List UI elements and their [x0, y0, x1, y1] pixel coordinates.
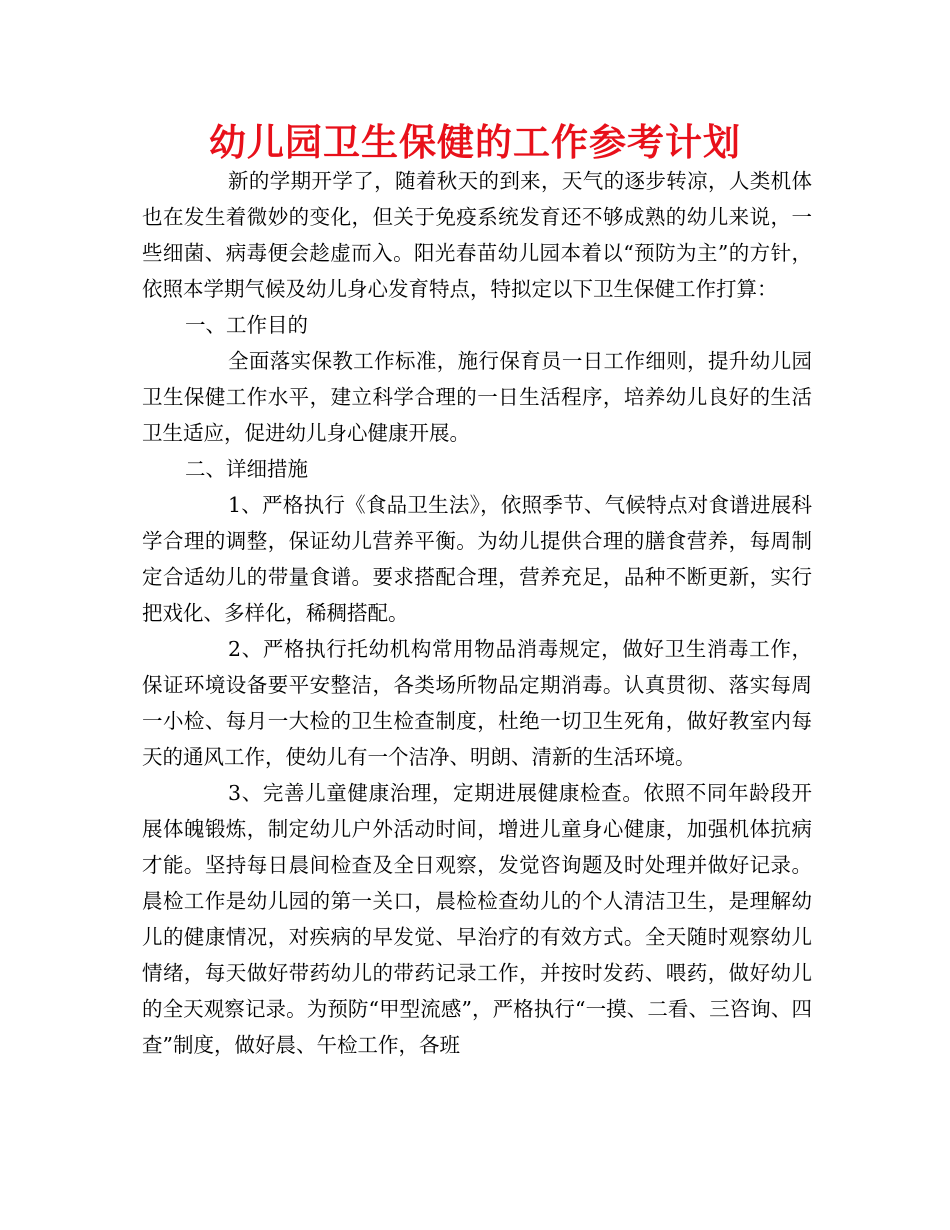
- document-title: 幼儿园卫生保健的工作参考计划: [209, 121, 741, 164]
- section-heading-goals: 一、工作目的: [185, 313, 308, 337]
- goals-paragraph: 全面落实保教工作标准，施行保育员一日工作细则，提升幼儿园卫生保健工作水平，建立科学合理的一日生活程序，培养幼儿良好的生活卫生适应，促进幼儿身心健康开展。: [142, 349, 812, 445]
- document-body: [142, 163, 812, 1063]
- section-heading-measures: 二、详细措施: [185, 457, 308, 481]
- measure-item-2: 2、严格执行托幼机构常用物品消毒规定，做好卫生消毒工作，保证环境设备要平安整洁，各类场所物品定期消毒。认真贯彻、落实每周一小检、每月一大检的卫生检查制度，杜绝一切卫生死角，做好教室内每天的通风工作，使幼儿有一个洁净、明朗、清新的生活环境。: [142, 637, 812, 769]
- intro-paragraph: 新的学期开学了，随着秋天的到来，天气的逐步转凉，人类机体也在发生着微妙的变化，但关于免疫系统发育还不够成熟的幼儿来说，一些细菌、病毒便会趁虚而入。阳光春苗幼儿园本着以“预防为主”的方针，依照本学期气候及幼儿身心发育特点，特拟定以下卫生保健工作打算：: [142, 169, 812, 301]
- measure-item-3: 3、完善儿童健康治理，定期进展健康检查。依照不同年龄段开展体魄锻炼，制定幼儿户外活动时间，增进儿童身心健康，加强机体抗病才能。坚持每日晨间检查及全日观察，发觉咨询题及时处理并做好记录。晨检工作是幼儿园的第一关口，晨检检查幼儿的个人清洁卫生，是理解幼儿的健康情况，对疾病的早发觉、早治疗的有效方式。全天随时观察幼儿情绪，每天做好带药幼儿的带药记录工作，并按时发药、喂药，做好幼儿的全天观察记录。为预防“甲型流感”，严格执行“一摸、二看、三咨询、四查”制度，做好晨、午检工作，各班: [142, 781, 812, 1057]
- measure-item-1: 1、严格执行《食品卫生法》，依照季节、气候特点对食谱进展科学合理的调整，保证幼儿营养平衡。为幼儿提供合理的膳食营养，每周制定合适幼儿的带量食谱。要求搭配合理，营养充足，品种不断更新，实行把戏化、多样化，稀稠搭配。: [142, 493, 812, 625]
